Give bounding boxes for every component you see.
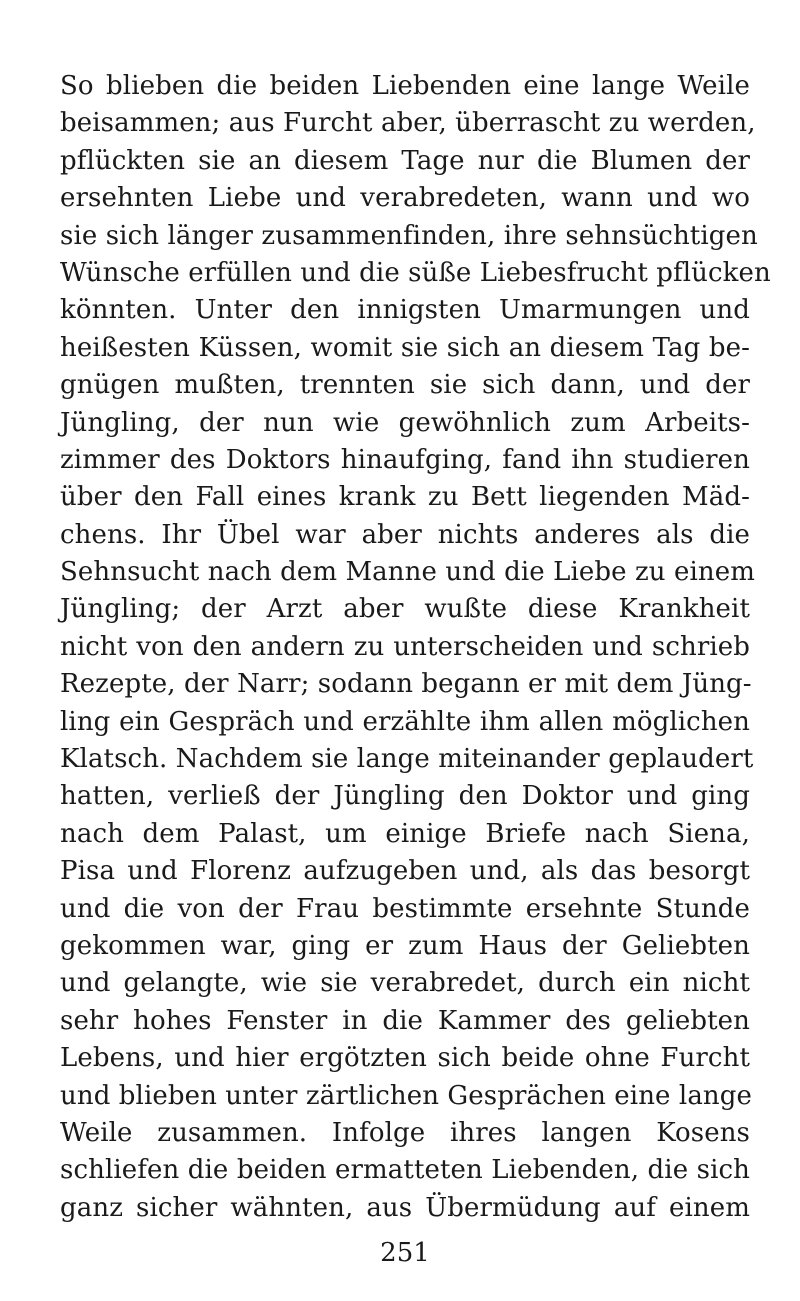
text-line: Wünsche erfüllen und die süße Liebesfrucht pflücken — [60, 257, 771, 288]
text-line: sie sich länger zusammenfinden, ihre sehnsüchtigen — [60, 220, 758, 251]
text-line: chens. Ihr Übel war aber nichts anderes als die — [60, 519, 750, 550]
text-line: So blieben die beiden Liebenden eine lange Weile — [60, 71, 750, 101]
text-line: Jüngling, der nun wie gewöhnlich zum Arbeits- — [60, 407, 750, 438]
text-line: nicht von den andern zu unterscheiden und schrieb — [60, 631, 750, 662]
text-line: Klatsch. Nachdem sie lange miteinander geplaudert — [60, 744, 754, 775]
text-line: heißesten Küssen, womit sie sich an diesem Tag be- — [60, 332, 750, 363]
text-line: ganz sicher wähnten, aus Übermüdung auf einem — [60, 1192, 750, 1223]
text-line: Weile zusammen. Infolge ihres langen Kosens — [60, 1117, 750, 1148]
text-line: Pisa und Florenz aufzugeben und, als das besorgt — [60, 856, 750, 887]
text-line: Jüngling; der Arzt aber wußte diese Krankheit — [60, 594, 750, 625]
text-line: und gelangte, wie sie verabredet, durch ein nicht — [60, 968, 750, 999]
text-line: pflückten sie an diesem Tage nur die Blumen der — [60, 145, 750, 176]
text-line: nach dem Palast, um einige Briefe nach Siena, — [60, 818, 750, 849]
text-line: Rezepte, der Narr; sodann begann er mit dem Jüng- — [60, 669, 752, 700]
text-line: zimmer des Doktors hinaufging, fand ihn studieren — [60, 444, 750, 475]
text-line: Lebens, und hier ergötzten sich beide ohne Furcht — [60, 1043, 750, 1074]
body-text — [60, 68, 771, 1227]
text-line: ling ein Gespräch und erzählte ihm allen möglichen — [60, 706, 750, 737]
text-line: und blieben unter zärtlichen Gesprächen eine lange — [60, 1080, 752, 1111]
text-line: gekommen war, ging er zum Haus der Geliebten — [60, 930, 750, 961]
text-line: hatten, verließ der Jüngling den Doktor und ging — [60, 781, 750, 812]
text-line: über den Fall eines krank zu Bett liegenden Mäd- — [60, 482, 750, 513]
text-line: beisammen; aus Furcht aber, überrascht zu werden, — [60, 108, 756, 139]
text-line: ersehnten Liebe und verabredeten, wann und wo — [60, 183, 750, 214]
book-page — [60, 68, 771, 1278]
text-line: sehr hohes Fenster in die Kammer des geliebten — [60, 1005, 750, 1036]
page-number: 251 — [380, 1238, 430, 1268]
text-line: gnügen mußten, trennten sie sich dann, und der — [60, 370, 750, 401]
text-line: könnten. Unter den innigsten Umarmungen und — [60, 295, 750, 326]
text-line: Sehnsucht nach dem Manne und die Liebe zu einem — [60, 557, 755, 588]
text-line: und die von der Frau bestimmte ersehnte Stunde — [60, 893, 750, 924]
text-line: schliefen die beiden ermatteten Liebenden, die sich — [60, 1155, 750, 1186]
